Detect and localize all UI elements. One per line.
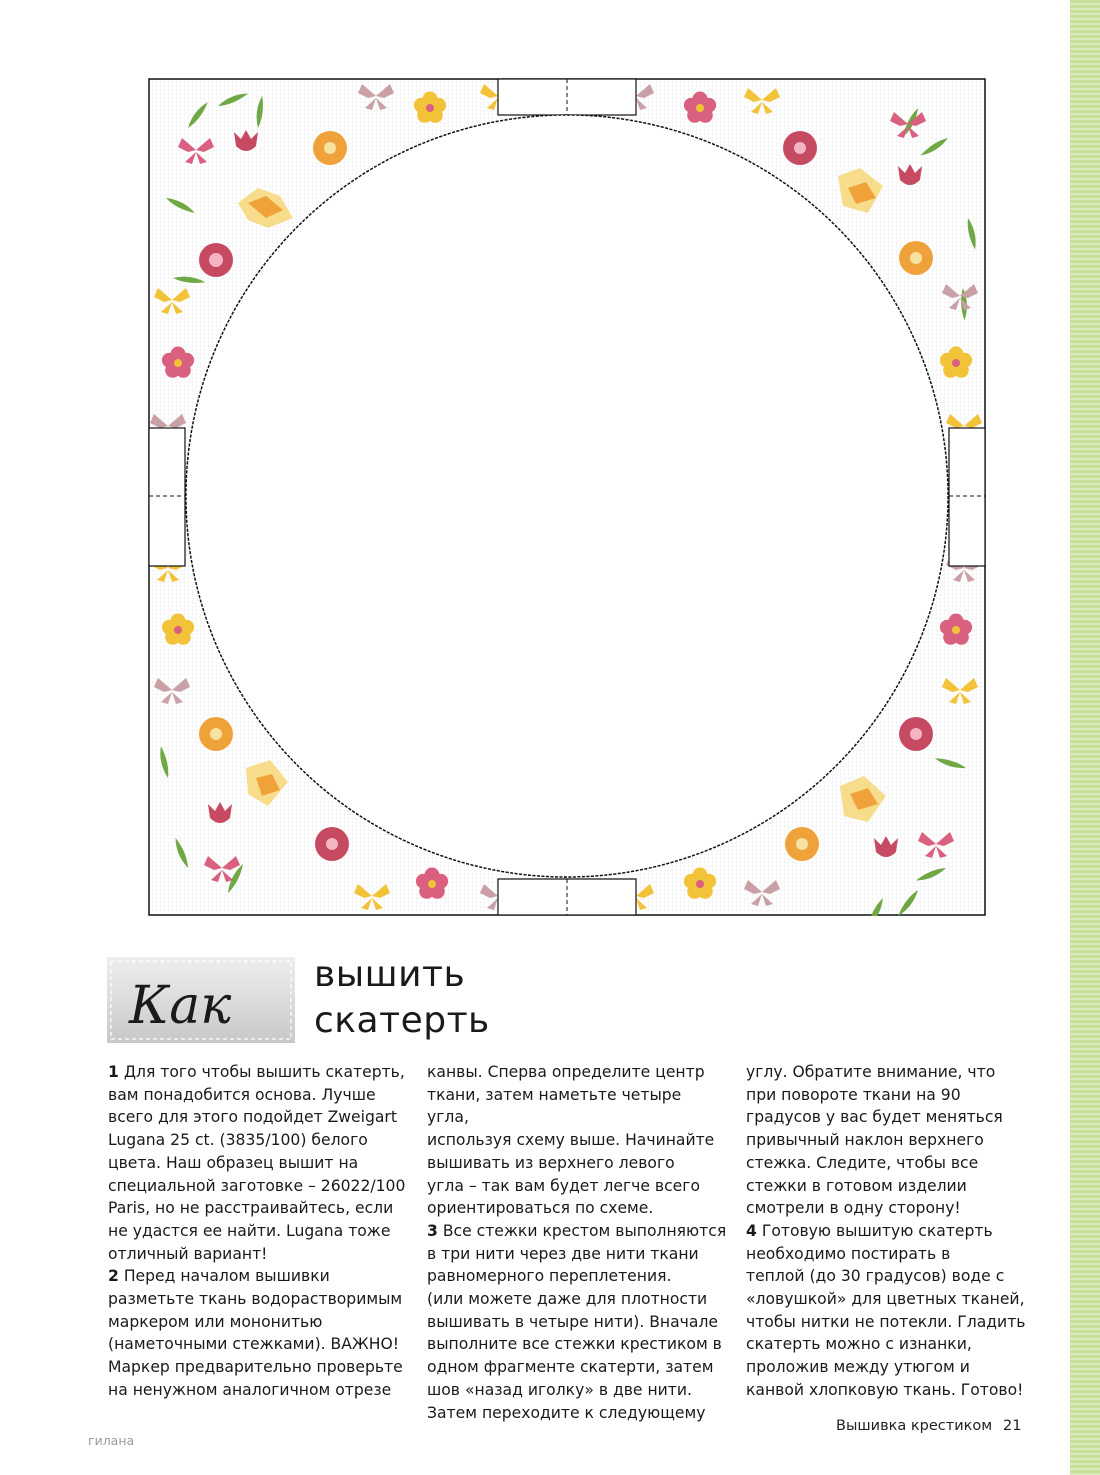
paragraph-2-continued <box>427 1061 727 1220</box>
paragraph-3-continued-text: углу. Обратите внимание, что при повороте ткани на 90 градусов у вас будет меняться привычный наклон верхнего стежка. Следите, чтобы все стежки в готовом изделии смотрели в одну сторону! <box>746 1063 1003 1218</box>
watermark: гилана <box>88 1433 135 1448</box>
tablecloth-scheme-svg <box>148 78 986 916</box>
title-line-2: скатерть <box>314 1000 490 1041</box>
fabric-label-icon <box>107 957 295 1043</box>
text-column-3 <box>746 1061 1046 1402</box>
step-number-2: 2 <box>108 1267 119 1286</box>
step-number-4: 4 <box>746 1221 757 1240</box>
paragraph-2-continued-text: канвы. Сперва определите центр ткани, затем наметьте четыре угла, используя схему выше. Начинайте вышивать из верхнего левого угла – так вам будет легче всего ориентироваться по схеме. <box>427 1063 715 1218</box>
text-column-1 <box>108 1061 408 1402</box>
paragraph-3 <box>427 1220 727 1424</box>
title-line-1: вышить <box>314 954 466 995</box>
step-number-1: 1 <box>108 1063 119 1081</box>
paragraph-2-text: Перед началом вышивки разметьте ткань водорастворимым маркером или мононитью (наметочными стежками). ВАЖНО! Маркер предварительно проверьте на ненужном аналогичном отрезе <box>108 1267 403 1399</box>
paragraph-4-text: Готовую вышитую скатерть необходимо постирать в теплой (до 30 градусов) воде с «ловушкой» для цветных тканей, чтобы нитки не потекли. Гладить скатерть можно с изнанки, проложив между утюгом и канвой хлопковую ткань. Готово! <box>746 1221 1026 1399</box>
footer-section-title: Вышивка крестиком <box>836 1418 993 1434</box>
paragraph-3-continued <box>746 1061 1046 1220</box>
cross-stitch-pattern <box>148 78 986 916</box>
paragraph-1 <box>108 1061 408 1265</box>
page-title <box>314 952 490 1044</box>
how-to-label <box>107 957 295 1043</box>
paragraph-3-text: Все стежки крестом выполняются в три нити через две нити ткани равномерного переплетения. (или можете даже для плотности вышивать в четыре нити). Вначале выполните все стежки крестиком в одном фрагменте скатерти, затем шов «назад иголку» в две нити. Затем переходите к следующему <box>427 1221 727 1422</box>
paragraph-4 <box>746 1220 1046 1402</box>
step-number-3: 3 <box>427 1221 438 1240</box>
side-color-stripe <box>1070 0 1100 1475</box>
text-column-2 <box>427 1061 727 1424</box>
paragraph-2 <box>108 1265 408 1401</box>
page-number: 21 <box>1003 1418 1022 1434</box>
script-word-kak: Как <box>129 976 232 1036</box>
paragraph-1-text: Для того чтобы вышить скатерть, вам понадобится основа. Лучше всего для этого подойдет Zweigart Lugana 25 ct. (3835/100) белого цвета. Наш образец вышит на специальной заготовке – 26022/100 Paris, но не расстраивайтесь, если не удастся ее найти. Lugana тоже отличный вариант! <box>108 1063 406 1263</box>
